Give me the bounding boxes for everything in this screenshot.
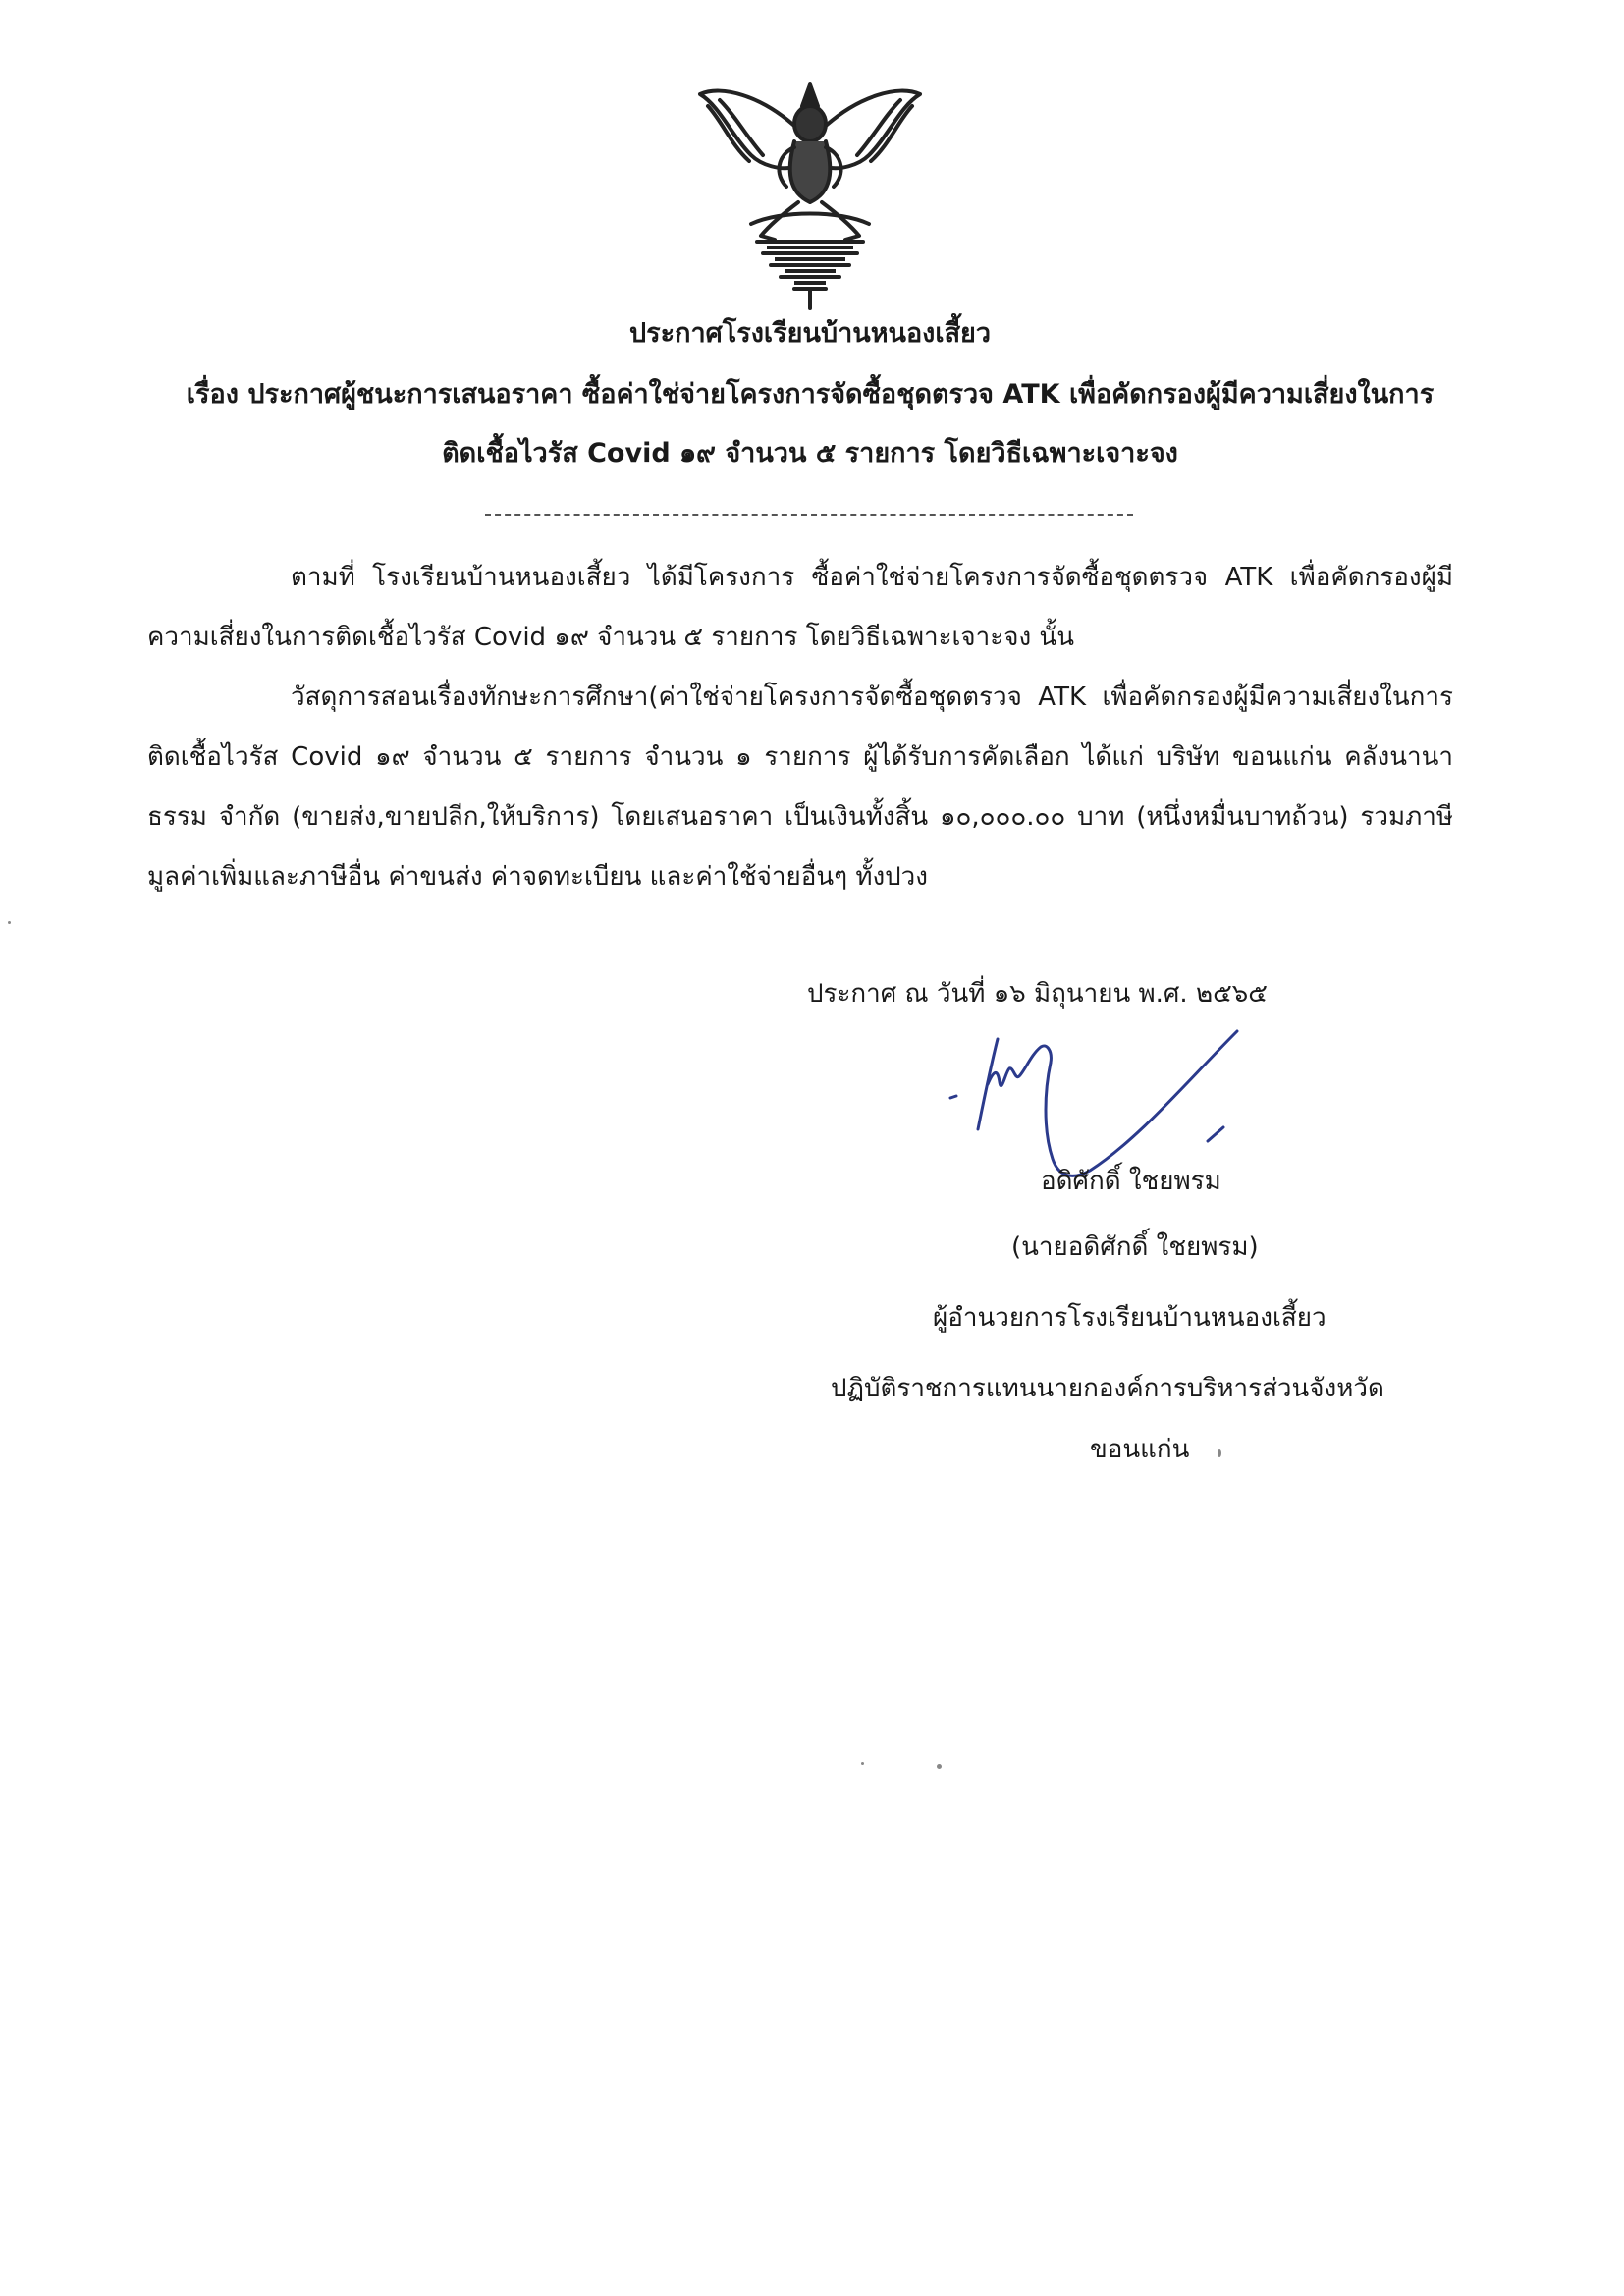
- body-paragraph-1: ตามที่ โรงเรียนบ้านหนองเสี้ยว ได้มีโครงการ ซื้อค่าใช่จ่ายโครงการจัดซื้อชุดตรวจ ATK เพื่อคัดกรองผู้มีความเสี่ยงในการติดเชื้อไวรัส Covid ๑๙ จำนวน ๕ รายการ โดยวิธีเฉพาะเจาะจง นั้น: [147, 563, 1453, 652]
- signer-name: อดิศักดิ์ ใชยพรม: [1041, 1167, 1221, 1196]
- body-paragraph-2: วัสดุการสอนเรื่องทักษะการศึกษา(ค่าใช่จ่ายโครงการจัดซื้อชุดตรวจ ATK เพื่อคัดกรองผู้มีความเสี่ยงในการติดเชื้อไวรัส Covid ๑๙ จำนวน ๕ รายการ จำนวน ๑ รายการ ผู้ได้รับการคัดเลือก ได้แก่ บริษัท ขอนแก่น คลังนานาธรรม จำกัด (ขายส่ง,ขายปลีก,ให้บริการ) โดยเสนอราคา เป็นเงินทั้งสิ้น ๑๐,๐๐๐.๐๐ บาท (หนึ่งหมื่นบาทถ้วน) รวมภาษีมูลค่าเพิ่มและภาษีอื่น ค่าขนส่ง ค่าจดทะเบียน และค่าใช้จ่ายอื่นๆ ทั้งปวง: [147, 683, 1453, 892]
- subject-line-1: เรื่อง ประกาศผู้ชนะการเสนอราคา ซื้อค่าใช่จ่ายโครงการจัดซื้อชุดตรวจ ATK เพื่อคัดกรองผู้มีความเสี่ยงในการ: [186, 379, 1435, 410]
- signer-position: ผู้อำนวยการโรงเรียนบ้านหนองเสี้ยว: [933, 1303, 1326, 1333]
- signer-full-name: (นายอดิศักดิ์ ใชยพรม): [1011, 1232, 1259, 1262]
- subject-line-2: ติดเชื้อไวรัส Covid ๑๙ จำนวน ๕ รายการ โดยวิธีเฉพาะเจาะจง: [442, 438, 1178, 468]
- signer-acting-position: ปฏิบัติราชการแทนนายกองค์การบริหารส่วนจังหวัด: [831, 1374, 1384, 1403]
- announcement-title: ประกาศโรงเรียนบ้านหนองเสี้ยว: [628, 318, 992, 349]
- announcement-date: ประกาศ ณ วันที่ ๑๖ มิถุนายน พ.ศ. ๒๕๖๕: [807, 979, 1268, 1009]
- garuda-emblem-icon: [692, 77, 928, 312]
- separator-line: [485, 514, 1133, 516]
- signer-province: ขอนแก่น: [1090, 1435, 1190, 1464]
